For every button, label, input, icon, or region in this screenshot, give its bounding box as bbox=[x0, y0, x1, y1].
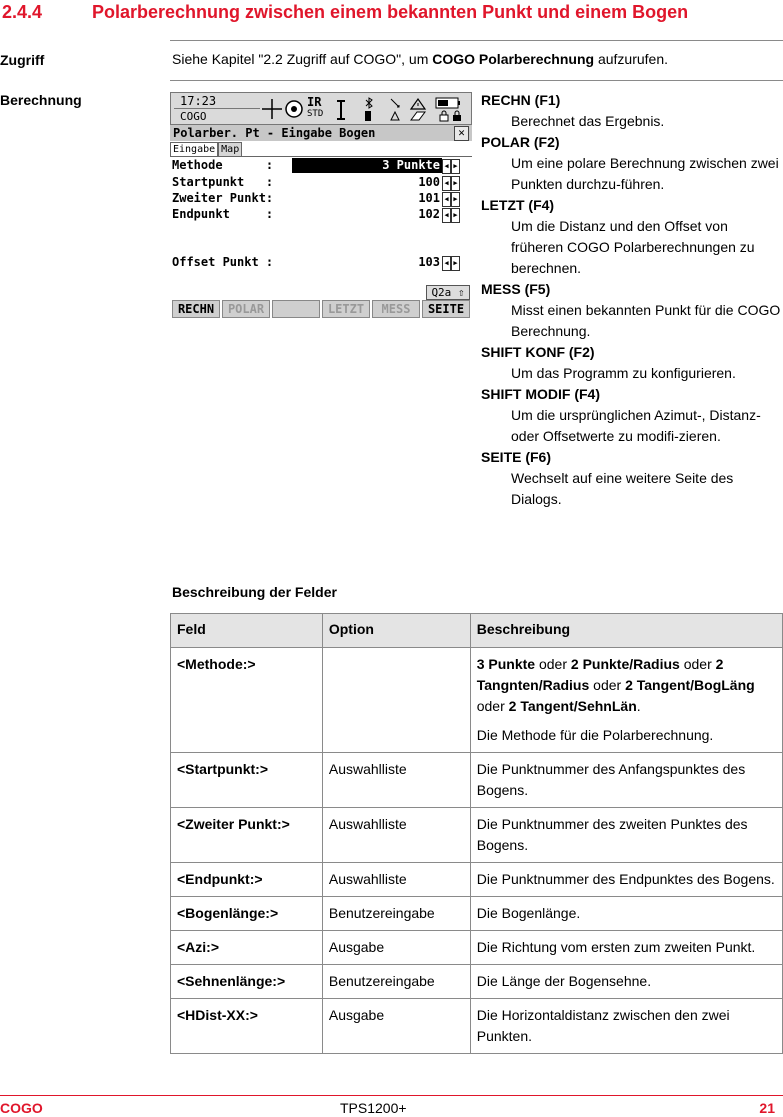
key-description-list bbox=[481, 90, 783, 510]
description-cell: Die Punktnummer des Anfangspunktes des Bogens. bbox=[470, 753, 782, 808]
f2-polar-button[interactable]: POLAR bbox=[222, 300, 270, 318]
section-number: 2.4.4 bbox=[2, 2, 43, 22]
field-label-methode: Methode : bbox=[172, 158, 274, 172]
field-label-zweiter-punkt: Zweiter Punkt: bbox=[172, 191, 274, 205]
option-name: 2 Tangent/BogLäng bbox=[625, 677, 755, 693]
field-label-startpunkt: Startpunkt : bbox=[172, 175, 274, 189]
ir-mode-label: IR bbox=[307, 95, 322, 109]
column-header: Option bbox=[322, 614, 470, 648]
field-cell: <Bogenlänge:> bbox=[171, 897, 323, 931]
lock-icon bbox=[452, 110, 462, 122]
chevron-left-icon[interactable]: ◀ bbox=[442, 208, 451, 223]
f6-seite-button[interactable]: SEITE bbox=[422, 300, 470, 318]
section-title: Polarberechnung zwischen einem bekannten Punkt und einem Bogen bbox=[92, 2, 689, 22]
option-cell: Auswahlliste bbox=[322, 753, 470, 808]
key-desc: Misst einen bekannten Punkt für die COGO Berechnung. bbox=[511, 302, 781, 339]
footer-center: TPS1200+ bbox=[340, 1100, 407, 1116]
key-label: SHIFT KONF (F2) bbox=[481, 344, 595, 360]
key-label: MESS (F5) bbox=[481, 281, 551, 297]
option-cell: Ausgabe bbox=[322, 999, 470, 1054]
field-cell: <Azi:> bbox=[171, 931, 323, 965]
offset-punkt-select[interactable]: 103 bbox=[418, 255, 440, 269]
footer-left: COGO bbox=[0, 1100, 43, 1116]
close-icon[interactable]: ✕ bbox=[454, 126, 469, 141]
table-row bbox=[171, 999, 783, 1054]
option-cell: Auswahlliste bbox=[322, 863, 470, 897]
field-cell: <Zweiter Punkt:> bbox=[171, 808, 323, 863]
table-row bbox=[171, 965, 783, 999]
keyboard-lock-icon bbox=[439, 110, 449, 122]
footer-rule bbox=[0, 1095, 783, 1096]
key-label: RECHN (F1) bbox=[481, 92, 561, 108]
option-cell bbox=[322, 648, 470, 753]
description-cell bbox=[470, 648, 782, 753]
option-name: 2 Tangnten/Radius bbox=[476, 656, 724, 693]
field-cell: <HDist-XX:> bbox=[171, 999, 323, 1054]
device-screen bbox=[170, 92, 472, 322]
device-topbar bbox=[170, 92, 472, 125]
zugriff-text bbox=[172, 49, 668, 70]
device-time: 17:23 bbox=[174, 94, 260, 109]
chevron-right-icon[interactable]: ▶ bbox=[451, 208, 460, 223]
f1-rechn-button[interactable]: RECHN bbox=[172, 300, 220, 318]
status-icons bbox=[259, 95, 469, 123]
field-cell: <Endpunkt:> bbox=[171, 863, 323, 897]
description-cell: Die Bogenlänge. bbox=[470, 897, 782, 931]
option-joiner: . bbox=[636, 698, 641, 714]
methode-select[interactable]: 3 Punkte bbox=[292, 158, 442, 173]
tab-divider bbox=[170, 156, 472, 157]
compensator-icon bbox=[389, 110, 401, 122]
startpunkt-select[interactable]: 100 bbox=[418, 175, 440, 189]
method-options bbox=[477, 654, 776, 717]
chevron-left-icon[interactable]: ◀ bbox=[442, 256, 451, 271]
option-joiner: oder bbox=[535, 656, 571, 672]
prism-height-icon bbox=[335, 99, 347, 121]
description-cell: Die Horizontaldistanz zwischen den zwei Punkten. bbox=[470, 999, 782, 1054]
key-desc: Um die ursprünglichen Azimut-, Distanz- oder Offsetwerte zu modifi-zieren. bbox=[511, 407, 761, 444]
tab-bar bbox=[170, 142, 242, 156]
description-cell: Die Punktnummer des Endpunktes des Bogens. bbox=[470, 863, 782, 897]
chevron-right-icon[interactable]: ▶ bbox=[451, 256, 460, 271]
divider bbox=[170, 40, 783, 41]
option-cell: Benutzereingabe bbox=[322, 897, 470, 931]
field-label-endpunkt: Endpunkt : bbox=[172, 207, 274, 221]
option-name: 2 Tangent/SehnLän bbox=[508, 698, 637, 714]
berechnung-label: Berechnung bbox=[0, 92, 82, 108]
table-row bbox=[171, 897, 783, 931]
key-desc: Um die Distanz und den Offset von früheren COGO Polarberechnungen zu berechnen. bbox=[511, 218, 755, 276]
key-desc: Um eine polare Berechnung zwischen zwei Punkten durchzu-führen. bbox=[511, 155, 779, 192]
column-header: Beschreibung bbox=[470, 614, 782, 648]
tilt-icon bbox=[389, 97, 401, 109]
method-description: Die Methode für die Polarberechnung. bbox=[476, 727, 714, 743]
option-joiner: oder bbox=[589, 677, 626, 693]
battery-small-icon bbox=[363, 110, 373, 122]
option-cell: Benutzereingabe bbox=[322, 965, 470, 999]
description-cell: Die Länge der Bogensehne. bbox=[470, 965, 782, 999]
table-row bbox=[171, 931, 783, 965]
key-label: LETZT (F4) bbox=[481, 197, 555, 213]
divider bbox=[170, 80, 783, 81]
option-cell: Ausgabe bbox=[322, 931, 470, 965]
zugriff-label: Zugriff bbox=[0, 52, 45, 68]
field-cell: <Sehnenlänge:> bbox=[171, 965, 323, 999]
tab-map[interactable]: Map bbox=[218, 142, 242, 157]
zweiter-punkt-select[interactable]: 101 bbox=[418, 191, 440, 205]
description-cell: Die Punktnummer des zweiten Punktes des Bogens. bbox=[470, 808, 782, 863]
option-name: 3 Punkte bbox=[476, 656, 536, 672]
option-joiner: oder bbox=[679, 656, 716, 672]
table-row bbox=[171, 808, 783, 863]
chevron-right-icon[interactable]: ▶ bbox=[451, 176, 460, 191]
field-cell: <Methode:> bbox=[171, 648, 323, 753]
chevron-left-icon[interactable]: ◀ bbox=[442, 176, 451, 191]
zugriff-text-pre: Siehe Kapitel "2.2 Zugriff auf COGO", um bbox=[172, 51, 433, 67]
table-row bbox=[171, 648, 783, 753]
field-label-offset-punkt: Offset Punkt : bbox=[172, 255, 274, 269]
warning-icon bbox=[409, 97, 427, 111]
dialog-title-bar bbox=[170, 125, 472, 141]
table-row bbox=[171, 863, 783, 897]
bluetooth-icon bbox=[363, 97, 375, 109]
table-row bbox=[171, 753, 783, 808]
key-label: POLAR (F2) bbox=[481, 134, 560, 150]
table-header-row bbox=[171, 614, 783, 648]
key-desc: Um das Programm zu konfigurieren. bbox=[511, 365, 736, 381]
chevron-left-icon[interactable]: ◀ bbox=[442, 192, 451, 207]
option-joiner: oder bbox=[476, 698, 509, 714]
column-header: Feld bbox=[171, 614, 323, 648]
page-number: 21 bbox=[759, 1100, 775, 1116]
chevron-right-icon[interactable]: ▶ bbox=[451, 159, 460, 174]
battery-icon bbox=[435, 97, 461, 109]
prism-icon bbox=[283, 99, 305, 119]
zugriff-text-bold: COGO Polarberechnung bbox=[432, 51, 595, 67]
chevron-left-icon[interactable]: ◀ bbox=[442, 159, 451, 174]
option-name: 2 Punkte/Radius bbox=[570, 656, 680, 672]
key-desc: Berechnet das Ergebnis. bbox=[511, 113, 665, 129]
endpunkt-select[interactable]: 102 bbox=[418, 207, 440, 221]
input-mode-status: Q2a ⇧ bbox=[426, 285, 470, 300]
key-label: SHIFT MODIF (F4) bbox=[481, 386, 600, 402]
f5-mess-button[interactable]: MESS bbox=[372, 300, 420, 318]
crosshair-icon bbox=[261, 97, 283, 121]
memory-card-icon bbox=[409, 110, 427, 122]
option-cell: Auswahlliste bbox=[322, 808, 470, 863]
key-desc: Wechselt auf eine weitere Seite des Dialogs. bbox=[511, 470, 734, 507]
fields-section-title: Beschreibung der Felder bbox=[172, 584, 337, 600]
zugriff-text-post: aufzurufen. bbox=[594, 51, 668, 67]
device-app-name: COGO bbox=[180, 110, 207, 123]
key-label: SEITE (F6) bbox=[481, 449, 552, 465]
description-cell: Die Richtung vom ersten zum zweiten Punkt. bbox=[470, 931, 782, 965]
chevron-right-icon[interactable]: ▶ bbox=[451, 192, 460, 207]
dialog-title: Polarber. Pt - Eingabe Bogen bbox=[173, 126, 376, 140]
f3-empty-button[interactable] bbox=[272, 300, 320, 318]
f4-letzt-button[interactable]: LETZT bbox=[322, 300, 370, 318]
function-key-bar bbox=[170, 300, 472, 318]
tab-eingabe[interactable]: Eingabe bbox=[170, 142, 218, 157]
field-cell: <Startpunkt:> bbox=[171, 753, 323, 808]
std-mode-label: STD bbox=[307, 109, 324, 119]
fields-table bbox=[170, 613, 783, 1054]
section-heading bbox=[2, 2, 688, 23]
